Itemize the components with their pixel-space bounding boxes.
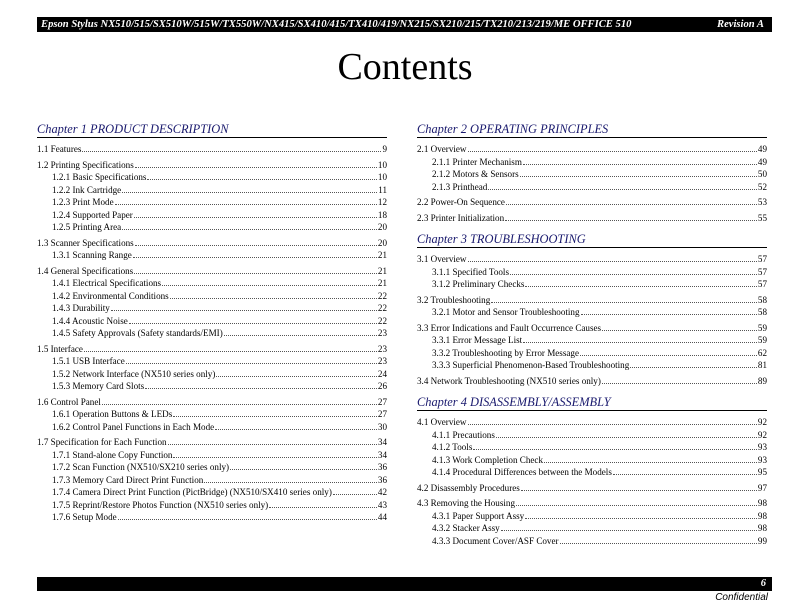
dot-leader [580,347,757,356]
dot-leader [560,535,757,544]
toc-entry-page: 95 [757,467,767,477]
dot-leader [468,143,757,152]
toc-entry-title: 1.6.2 Control Panel Functions in Each Mode [52,421,215,432]
toc-entry-title: 4.3.1 Paper Support Assy [432,510,525,521]
toc-entry-page: 23 [377,343,387,354]
toc-entry-page: 27 [377,409,387,419]
toc-entry-page: 36 [377,462,387,472]
dot-leader [544,454,757,463]
toc-section-group [417,497,767,547]
toc-entry-title: 2.2 Power-On Sequence [417,197,505,207]
toc-entry-title: 1.2.5 Printing Area [52,222,122,232]
toc-entry-page: 57 [757,266,767,277]
toc-entry-title: 1.7.4 Camera Direct Print Function (PictBridge) (NX510/SX410 series only) [52,487,332,497]
dot-leader [224,327,377,336]
toc-entry-page: 23 [377,328,387,338]
toc-section-group [417,322,767,372]
toc-entry[interactable] [417,535,767,548]
toc-entry-title: 2.1 Overview [417,144,467,154]
toc-entry[interactable] [417,375,767,388]
toc-entry-title: 1.7.6 Setup Mode [52,512,117,522]
toc-entry-page: 50 [757,169,767,179]
toc-entry[interactable] [417,322,767,335]
confidential-label: Confidential [715,592,768,603]
toc-entry-title: 2.1.1 Printer Mechanism [432,156,522,167]
toc-entry-page: 34 [377,437,387,447]
toc-entry-title: 1.4.5 Safety Approvals (Safety standards/EMI) [52,328,223,338]
toc-entry-title: 4.1.4 Procedural Differences between the Models [432,467,612,477]
toc-section-group [37,265,387,340]
toc-entry[interactable] [37,249,387,262]
toc-entry-title: 1.1 Features [37,144,82,154]
toc-entry-title: 3.1.1 Specified Tools [432,266,509,277]
toc-section-group [37,143,387,156]
toc-entry[interactable] [37,511,387,524]
toc-entry-page: 58 [757,307,767,317]
toc-entry-page: 55 [757,212,767,223]
toc-entry-title: 1.3 Scanner Specifications [37,237,134,248]
toc-entry-title: 1.7.1 Stand-alone Copy Function [52,449,173,460]
dot-leader [111,302,377,311]
dot-leader [133,249,377,258]
toc-entry-title: 3.1 Overview [417,254,467,264]
toc-entry-page: 58 [757,294,767,305]
dot-leader [501,522,757,531]
toc-section-group [417,143,767,193]
header-bar [37,17,772,32]
toc-entry-title: 2.1.2 Motors & Sensors [432,169,519,179]
dot-leader [115,196,377,205]
dot-leader [118,511,377,520]
toc-entry-title: 3.3.1 Error Message List [432,335,523,345]
toc-section-group [417,416,767,479]
toc-entry[interactable] [37,396,387,409]
header-revision: Revision A [717,19,764,30]
toc-entry[interactable] [417,416,767,429]
toc-entry-page: 93 [757,454,767,465]
dot-leader [510,266,757,275]
dot-leader [173,408,377,417]
toc-entry-title: 4.1.3 Work Completion Check [432,454,543,465]
toc-section-group [37,343,387,393]
toc-entry[interactable] [37,315,387,328]
header-title: Epson Stylus NX510/515/SX510W/515W/TX550W/NX415/SX410/415/TX410/419/NX215/SX210/215/TX210/213/219/ME OFFICE 510 [41,19,632,30]
dot-leader [488,181,757,190]
toc-entry-title: 1.5 Interface [37,343,83,354]
page-title: Contents [337,46,473,88]
toc-entry-page: 93 [757,442,767,452]
toc-entry-title: 3.3.3 Superficial Phenomenon-Based Troubleshooting [432,360,630,370]
toc-entry[interactable] [37,237,387,250]
toc-entry[interactable] [417,143,767,156]
dot-leader [230,461,377,470]
toc-entry-page: 98 [757,498,767,508]
toc-entry-page: 34 [377,449,387,460]
dot-leader [516,497,757,506]
toc-entry[interactable] [417,522,767,535]
toc-section-group [417,196,767,209]
toc-entry-page: 59 [757,335,767,345]
toc-entry-page: 49 [757,156,767,167]
toc-entry[interactable] [37,486,387,499]
dot-leader [170,290,377,299]
dot-leader [333,486,377,495]
page-number: 6 [760,578,766,589]
toc-entry-page: 22 [377,315,387,326]
dot-leader [473,441,757,450]
toc-entry[interactable] [417,482,767,495]
toc-entry-page: 42 [377,487,387,497]
toc-entry[interactable] [37,499,387,512]
toc-entry-page: 62 [757,347,767,358]
toc-entry[interactable] [37,221,387,234]
toc-entry-page: 53 [757,197,767,207]
toc-entry-title: 1.3.1 Scanning Range [52,250,132,260]
toc-entry-title: 4.1.2 Tools [432,442,473,452]
toc-entry-page: 10 [377,159,387,170]
toc-entry-page: 92 [757,429,767,440]
toc-entry[interactable] [417,294,767,307]
toc-section-group [417,482,767,495]
dot-leader [122,184,377,193]
toc-column-left [37,122,387,527]
toc-entry-page: 27 [377,396,387,407]
toc-entry-page: 26 [377,381,387,391]
dot-leader [147,171,376,180]
toc-entry[interactable] [417,168,767,181]
toc-entry[interactable] [37,277,387,290]
toc-entry[interactable] [37,408,387,421]
toc-entry-title: 2.3 Printer Initialization [417,212,505,223]
toc-entry-page: 59 [757,322,767,333]
toc-entry[interactable] [37,474,387,487]
toc-entry[interactable] [417,347,767,360]
toc-entry[interactable] [417,334,767,347]
toc-section-group [417,294,767,319]
toc-entry-page: 9 [382,144,387,154]
toc-entry[interactable] [417,510,767,523]
toc-entry-page: 21 [377,250,387,260]
toc-entry-title: 4.1.1 Precautions [432,429,495,440]
toc-entry[interactable] [37,159,387,172]
toc-entry[interactable] [37,355,387,368]
toc-entry[interactable] [417,278,767,291]
dot-leader [525,510,757,519]
toc-entry-title: 1.4.1 Electrical Specifications [52,278,162,288]
toc-entry-page: 20 [377,222,387,232]
toc-entry-page: 98 [757,523,767,533]
toc-entry-page: 44 [377,512,387,522]
dot-leader [523,334,757,343]
toc-entry[interactable] [37,461,387,474]
toc-entry[interactable] [417,497,767,510]
toc-entry-page: 21 [377,278,387,288]
toc-section-group [37,436,387,524]
toc-entry[interactable] [37,171,387,184]
toc-entry[interactable] [37,343,387,356]
dot-leader [269,499,377,508]
toc-entry-title: 1.4.3 Durability [52,303,110,313]
toc-column-right [417,122,767,550]
toc-entry[interactable] [37,421,387,434]
toc-entry-title: 1.2.1 Basic Specifications [52,172,147,182]
toc-entry-page: 92 [757,417,767,427]
dot-leader [468,253,757,262]
toc-entry[interactable] [417,359,767,372]
toc-entry-title: 3.2.1 Motor and Sensor Troubleshooting [432,307,580,317]
dot-leader [505,212,757,221]
dot-leader [581,306,757,315]
toc-section-group [37,396,387,434]
toc-entry[interactable] [37,184,387,197]
toc-entry[interactable] [417,212,767,225]
toc-entry-title: 3.1.2 Preliminary Checks [432,279,525,289]
toc-entry-page: 52 [757,181,767,192]
toc-entry-title: 4.1 Overview [417,417,467,427]
toc-entry-page: 22 [377,290,387,301]
toc-entry-title: 3.3.2 Troubleshooting by Error Message [432,347,580,358]
dot-leader [496,429,757,438]
toc-entry[interactable] [37,449,387,462]
toc-section-group [417,253,767,291]
dot-leader [122,221,377,230]
toc-entry-page: 43 [377,499,387,510]
toc-entry-page: 30 [377,421,387,432]
toc-entry-page: 20 [377,237,387,248]
toc-entry[interactable] [37,196,387,209]
dot-leader [135,159,377,168]
toc-entry-title: 1.7 Specification for Each Function [37,437,167,447]
toc-entry[interactable] [37,265,387,278]
toc-entry-page: 98 [757,510,767,521]
toc-entry[interactable] [37,143,387,156]
dot-leader [134,209,377,218]
dot-leader [204,474,377,483]
toc-section-group [37,237,387,262]
toc-entry[interactable] [37,380,387,393]
dot-leader [523,156,757,165]
toc-entry-title: 2.1.3 Printhead [432,181,488,192]
dot-leader [134,265,377,274]
toc-entry-title: 1.7.2 Scan Function (NX510/SX210 series only) [52,462,230,472]
toc-entry-title: 3.2 Troubleshooting [417,294,491,305]
toc-entry-title: 1.4 General Specifications [37,265,134,276]
toc-entry-page: 49 [757,144,767,154]
chapter-heading: Chapter 4 DISASSEMBLY/ASSEMBLY [417,395,767,411]
toc-entry[interactable] [37,436,387,449]
dot-leader [506,196,757,205]
toc-entry-page: 36 [377,474,387,485]
toc-entry-title: 1.4.4 Acoustic Noise [52,315,128,326]
toc-entry-title: 3.3 Error Indications and Fault Occurrence Causes [417,322,602,333]
toc-entry-title: 1.6.1 Operation Buttons & LEDs [52,409,173,419]
dot-leader [491,294,757,303]
toc-entry-title: 4.2 Disassembly Procedures [417,482,520,493]
dot-leader [602,322,757,331]
toc-entry-title: 1.5.1 USB Interface [52,356,125,366]
toc-entry[interactable] [37,327,387,340]
dot-leader [102,396,377,405]
dot-leader [84,343,377,352]
toc-entry-title: 1.6 Control Panel [37,396,101,407]
toc-entry[interactable] [37,290,387,303]
toc-entry-page: 99 [757,535,767,546]
dot-leader [468,416,757,425]
toc-section-group [417,375,767,388]
toc-entry-title: 1.5.3 Memory Card Slots [52,381,145,391]
toc-entry-page: 24 [377,368,387,379]
dot-leader [129,315,377,324]
toc-entry[interactable] [37,302,387,315]
dot-leader [520,168,757,177]
toc-section-group [37,159,387,234]
dot-leader [162,277,377,286]
toc-entry[interactable] [417,429,767,442]
toc-entry[interactable] [417,181,767,194]
toc-entry[interactable] [417,266,767,279]
dot-leader [126,355,377,364]
chapter-heading: Chapter 2 OPERATING PRINCIPLES [417,122,767,138]
toc-entry[interactable] [37,209,387,222]
toc-entry[interactable] [37,368,387,381]
toc-entry-title: 3.4 Network Troubleshooting (NX510 series only) [417,375,601,386]
dot-leader [168,436,377,445]
dot-leader [135,237,377,246]
toc-entry-page: 18 [377,209,387,220]
toc-entry-title: 4.3.3 Document Cover/ASF Cover [432,535,559,546]
toc-entry-title: 1.2 Printing Specifications [37,159,134,170]
toc-entry[interactable] [417,454,767,467]
toc-entry-title: 4.3 Removing the Housing [417,498,516,508]
toc-entry-title: 1.5.2 Network Interface (NX510 series only) [52,368,216,379]
toc-entry-page: 22 [377,303,387,313]
dot-leader [525,278,756,287]
dot-leader [602,375,757,384]
toc-entry-title: 1.4.2 Environmental Conditions [52,290,169,301]
chapter-heading: Chapter 3 TROUBLESHOOTING [417,232,767,248]
toc-entry[interactable] [417,156,767,169]
toc-entry-page: 57 [757,254,767,264]
toc-entry-page: 81 [757,360,767,370]
toc-entry-title: 4.3.2 Stacker Assy [432,523,500,533]
dot-leader [216,368,377,377]
toc-entry-page: 89 [757,375,767,386]
dot-leader [521,482,757,491]
toc-entry[interactable] [417,466,767,479]
footer-bar [37,577,772,591]
toc-entry-title: 1.2.4 Supported Paper [52,209,133,220]
toc-entry-page: 21 [377,265,387,276]
toc-entry[interactable] [417,441,767,454]
toc-entry-title: 1.7.5 Reprint/Restore Photos Function (NX510 series only) [52,499,269,510]
toc-entry[interactable] [417,196,767,209]
dot-leader [215,421,377,430]
toc-entry-page: 10 [377,172,387,182]
dot-leader [173,449,376,458]
toc-entry-title: 1.7.3 Memory Card Direct Print Function [52,474,204,485]
dot-leader [630,359,757,368]
toc-entry-page: 97 [757,482,767,493]
chapter-heading: Chapter 1 PRODUCT DESCRIPTION [37,122,387,138]
toc-entry-page: 23 [377,356,387,366]
toc-section-group [417,212,767,225]
dot-leader [82,143,381,152]
toc-entry[interactable] [417,253,767,266]
toc-entry-page: 57 [757,279,767,289]
toc-entry-page: 12 [377,197,387,207]
dot-leader [613,466,757,475]
toc-entry-title: 1.2.3 Print Mode [52,197,114,207]
toc-entry-title: 1.2.2 Ink Cartridge [52,184,122,195]
toc-entry-page: 11 [378,184,387,195]
toc-entry[interactable] [417,306,767,319]
dot-leader [145,380,377,389]
